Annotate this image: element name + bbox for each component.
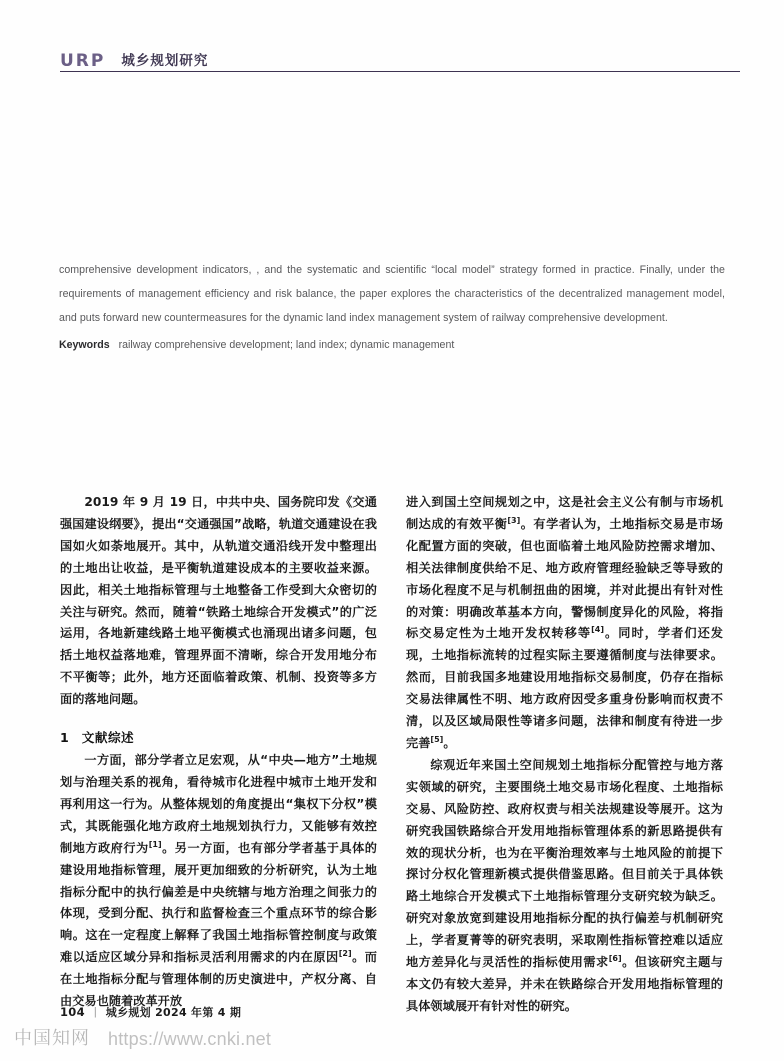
section-number: 1 (60, 730, 69, 746)
paragraph-review-2-part-b: 。有学者认为，土地指标交易是市场化配置方面的突破，但也面临着土地风险防控需求增加、相关法律制度供给不足、地方政府管理经验缺乏等导致的市场化程度不足与机制扭曲的困境，并对此提出有针对性的对策：明确改革基本方向，警惕制度异化的风险，将指标交易定性为土地开发权转移等 (406, 516, 723, 641)
column-right (406, 492, 723, 1018)
keywords-row (59, 334, 725, 356)
paragraph-review-1-part-b: 。另一方面，也有部分学者基于具体的建设用地指标管理，展开更加细致的分析研究，认为土地指标分配中的执行偏差是中央统辖与地方治理之间张力的体现，受到分配、执行和监督检查三个重点环节的综合影响。这在一定程度上解释了我国土地指标管控制度与政策难以适应区域分异和指标灵活利用需求的内在原因 (60, 840, 378, 965)
paragraph-review-1-part-a: 一方面，部分学者立足宏观，从“中央—地方”土地规划与治理关系的视角，看待城市化进程中城市土地开发和再利用这一行为。从整体规划的角度提出“集权下分权”模式，其既能强化地方政府土地规划执行力，又能够有效控制地方政府行为 (60, 753, 377, 855)
section-title: 文献综述 (81, 730, 135, 746)
reference-marker-6: [6] (608, 953, 622, 963)
reference-marker-2: [2] (338, 949, 352, 959)
paragraph-review-3-part-a: 综观近年来国土空间规划土地指标分配管控与地方落实领域的研究，主要围绕土地交易市场化程度、土地指标交易、风险防控、政府权责与相关法规建设等展开。这为研究我国铁路综合开发用地指标管理体系的新思路提供有效的现状分析，也为在平衡治理效率与土地风险的前提下探讨分权化管理新模式提供借鉴思路。但目前关于具体铁路土地综合开发模式下土地指标管理分支研究较为缺乏。研究对象放宽到建设用地指标分配的执行偏差与机制研究上，学者夏菁等的研究表明，采取刚性指标管控难以适应地方差异化与灵活性的指标使用需求 (406, 757, 723, 970)
page-footer (60, 1003, 740, 1021)
reference-marker-1: [1] (148, 839, 162, 849)
paragraph-review-1 (60, 750, 377, 1013)
column-left (60, 492, 377, 1018)
footer-journal-issue: 城乡规划 2024 年第 4 期 (105, 1006, 242, 1019)
paragraph-intro: 2019 年 9 月 19 日，中共中央、国务院印发《交通强国建设纲要》，提出“交通强国”战略，轨道交通建设在我国如火如荼地展开。其中，从轨道交通沿线开发中整理出的土地出让收益，是平衡轨道建设成本的主要收益来源。因此，相关土地指标管理与土地整备工作受到大众密切的关注与研究。然而，随着“铁路土地综合开发模式”的广泛运用，各地新建线路土地平衡模式也涌现出诸多问题，包括土地权益落地难，管理界面不清晰，综合开发用地分布不平衡等；此外，地方还面临着政策、机制、投资等多方面的落地问题。 (60, 495, 377, 707)
cnki-watermark (14, 1028, 271, 1050)
page-header (60, 44, 740, 76)
reference-marker-3: [3] (507, 515, 521, 525)
paragraph-review-2 (406, 492, 723, 755)
abstract-block (59, 258, 725, 356)
urp-wordmark-icon (60, 53, 105, 70)
keywords-value: railway comprehensive development; land index; dynamic management (118, 339, 455, 351)
page-number: 104 (60, 1005, 85, 1019)
paragraph-review-2-part-d: 。 (443, 735, 456, 750)
abstract-text: comprehensive development indicators, , and the systematic and scientific “local model” strategy formed in practice. Finally, under the requirements of management efficiency and risk balance, the paper explores the characteristics of the decentralized management model, and puts forward new countermeasures for the dynamic land index management system of railway comprehensive development. (59, 264, 725, 324)
reference-marker-4: [4] (591, 625, 605, 635)
paragraph-review-2-part-a: 进入到国土空间规划之中，这是社会主义公有制与市场机制达成的有效平衡 (406, 495, 723, 531)
footer-separator: | (93, 1006, 97, 1018)
brand-row (60, 44, 740, 70)
cnki-watermark-url: https://www.cnki.net (108, 1029, 272, 1049)
urp-logo-text: URP (60, 51, 106, 71)
keywords-label: Keywords (59, 339, 110, 351)
cnki-watermark-label: 中国知网 (14, 1028, 90, 1049)
reference-marker-5: [5] (430, 734, 444, 744)
journal-brand-label: 城乡规划研究 (121, 53, 209, 69)
paragraph-review-1-part-c: 。而在土地指标分配与管理体制的历史演进中，产权分离、自由交易也随着改革开放 (60, 950, 377, 1009)
paragraph-review-3-part-b: 。但该研究主题与本文仍有较大差异，并未在铁路综合开发用地指标管理的具体领域展开有针对性的研究。 (406, 955, 723, 1013)
body-columns (60, 492, 723, 1018)
paragraph-review-3 (406, 755, 723, 1018)
header-divider (60, 71, 740, 72)
paragraph-review-2-part-c: 。同时，学者们还发现，土地指标流转的过程实际主要遵循制度与法律要求。然而，目前我国多地建设用地指标交易制度，仍存在指标交易法律属性不明、地方政府因受多重身份影响而权责不清，以及区域局限性等诸多问题，法律和制度有待进一步完善 (406, 626, 724, 750)
section-heading-literature-review (60, 727, 377, 749)
